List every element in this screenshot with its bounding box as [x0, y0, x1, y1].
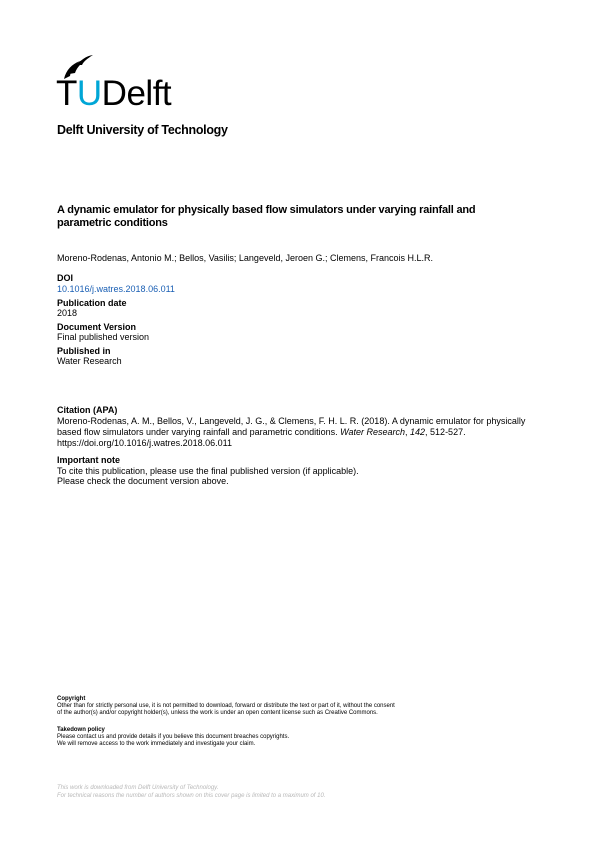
important-note-text — [57, 466, 359, 486]
citation-part2: , — [405, 427, 411, 437]
important-note-line1: To cite this publication, please use the final published version (if applicable). — [57, 466, 359, 476]
citation-volume: 142 — [410, 427, 426, 437]
copyright-text — [57, 703, 395, 718]
publication-date-label: Publication date — [57, 298, 127, 308]
publication-date-value: 2018 — [57, 308, 78, 318]
citation-journal: Water Research — [340, 427, 405, 437]
document-title: A dynamic emulator for physically based flow simulators under varying rainfall and parametric conditions — [57, 204, 476, 229]
citation-label: Citation (APA) — [57, 405, 118, 415]
doi-label: DOI — [57, 273, 74, 283]
citation-part3: , 512-527. https://doi.org/10.1016/j.watres.2018.06.011 — [57, 427, 466, 448]
document-version-value: Final published version — [57, 332, 150, 342]
important-note-line2: Please check the document version above. — [57, 476, 229, 486]
copyright-line1: Other than for strictly personal use, it is not permitted to download, forward or distribute the text or part of it, without the consent — [57, 703, 395, 709]
takedown-line2: We will remove access to the work immediately and investigate your claim. — [57, 741, 256, 748]
institution-name: Delft University of Technology — [57, 123, 228, 137]
published-in-value: Water Research — [57, 356, 122, 366]
download-notice: This work is downloaded from Delft University of Technology. — [57, 785, 219, 791]
copyright-line2: of the author(s) and/or copyright holder(s), unless the work is under an open content license such as Creative Commons. — [57, 710, 378, 717]
citation-part1: Moreno-Rodenas, A. M., Bellos, V., Langeveld, J. G., & Clemens, F. H. L. R. (2018). A dynamic emulator for physically based flow simulators under varying rainfall and parametric conditions. — [57, 416, 526, 437]
copyright-label: Copyright — [57, 696, 86, 702]
takedown-line1: Please contact us and provide details if you believe this document breaches copyrights. — [57, 734, 290, 740]
takedown-label: Takedown policy — [57, 727, 105, 733]
logo-prefix: TU — [56, 74, 102, 113]
important-note-label: Important note — [57, 455, 120, 465]
citation-text — [57, 416, 547, 449]
document-version-label: Document Version — [57, 322, 137, 332]
published-in-label: Published in — [57, 346, 111, 356]
authors-limit-notice: For technical reasons the number of authors shown on this cover page is limited to a maximum of 10. — [57, 793, 326, 799]
takedown-text — [57, 734, 289, 749]
authors: Moreno-Rodenas, Antonio M.; Bellos, Vasilis; Langeveld, Jeroen G.; Clemens, Francois H.L.R. — [57, 253, 434, 263]
logo-suffix: Delft — [101, 74, 172, 113]
doi-link[interactable]: 10.1016/j.watres.2018.06.011 — [57, 284, 175, 294]
tu-delft-logo — [56, 76, 171, 112]
